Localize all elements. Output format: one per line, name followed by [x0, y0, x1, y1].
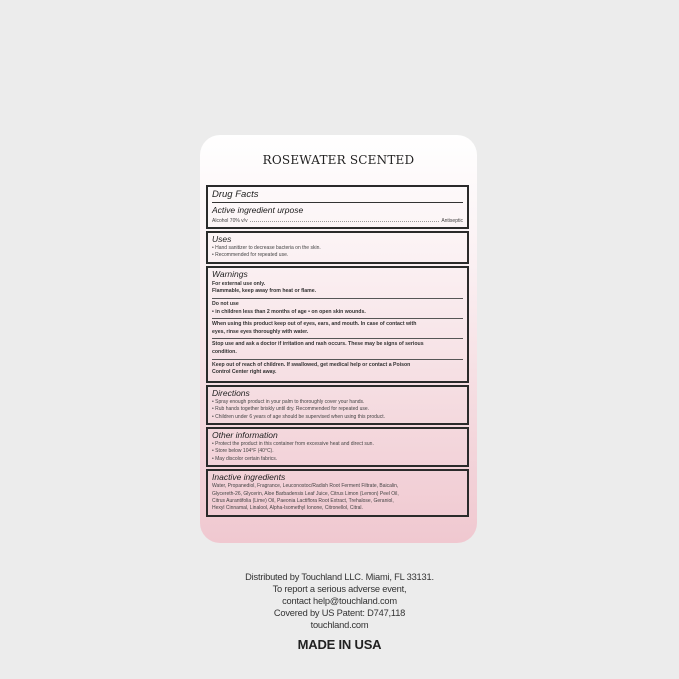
- directions-heading: Directions: [212, 387, 250, 398]
- warning-line: • in children less than 2 months of age • on open skin wounds.: [212, 308, 366, 315]
- warnings-heading: Warnings: [212, 268, 248, 279]
- uses-box: [206, 231, 469, 264]
- other-information-box: [206, 427, 469, 467]
- uses-line: • Hand sanitizer to decrease bacteria on the skin.: [212, 245, 321, 251]
- patent-line: Covered by US Patent: D747,118: [273, 608, 406, 618]
- active-ingredient: Alcohol 70% v/v: [212, 218, 248, 224]
- uses-line: • Recommended for repeated use.: [212, 252, 289, 259]
- directions-line: • Children under 6 years of age should be supervised when using this product.: [212, 413, 385, 420]
- other-information-line: • Store below 104°F (40°C).: [212, 448, 274, 455]
- distributor-line: Distributed by Touchland LLC. Miami, FL 33131.: [245, 572, 434, 582]
- warning-block: [212, 298, 463, 318]
- inactive-ingredients-line: Citrus Aurantifolia (Lime) Oil, Paeonia Lactiflora Root Extract, Trehalose, Geraniol,: [212, 498, 394, 504]
- warning-line: Flammable, keep away from heat or flame.: [212, 288, 317, 295]
- other-information-line: • Protect the product in this container from excessive heat and direct sun.: [212, 440, 374, 447]
- other-information-line: • May discolor certain fabrics.: [212, 455, 278, 462]
- warning-line: When using this product keep out of eyes, ears, and mouth. In case of contact with: [212, 321, 417, 328]
- warning-line: condition.: [212, 348, 237, 355]
- directions-box: [206, 385, 469, 425]
- contact-line: contact help@touchland.com: [282, 596, 397, 606]
- inactive-ingredients-line: Hexyl Cinnamal, Linalool, Alpha-Isomethyl Ionone, Citronellol, Citral.: [212, 505, 363, 512]
- warnings-box: [206, 266, 469, 383]
- inactive-ingredients-line: Glycereth-26, Glycerin, Aloe Barbadensis Leaf Juice, Citrus Limon (Lemon) Peel Oil,: [212, 490, 399, 497]
- warning-line: Control Center right away.: [212, 369, 277, 376]
- warning-block: [212, 338, 463, 358]
- leader-dots: [250, 216, 440, 222]
- uses-heading: Uses: [212, 234, 232, 244]
- warning-block: [212, 318, 463, 338]
- drug-facts-title: Drug Facts: [212, 188, 463, 203]
- inactive-ingredients-line: Water, Propanediol, Fragrance, Leuconostoc/Radish Root Ferment Filtrate, Baicalin,: [212, 483, 399, 490]
- warning-line: Stop use and ask a doctor if irritation and rash occurs. These may be signs of serious: [212, 341, 424, 348]
- warning-line: Keep out of reach of children. If swallowed, get medical help or contact a Poison: [212, 361, 411, 368]
- drug-facts-box: [206, 185, 469, 229]
- inactive-ingredients-box: [206, 469, 469, 517]
- active-ingredient-heading: Active ingredient urpose: [212, 205, 304, 215]
- active-purpose: Antiseptic: [441, 218, 463, 224]
- active-ingredient-row: [212, 216, 463, 225]
- product-scent-title: ROSEWATER SCENTED: [262, 153, 415, 167]
- warning-block: [212, 359, 463, 379]
- warning-line: Do not use: [212, 301, 239, 307]
- warning-line: For external use only.: [212, 280, 266, 287]
- directions-line: • Rub hands together briskly until dry. Recommended for repeated use.: [212, 406, 370, 413]
- drug-facts-panel: [206, 185, 469, 519]
- inactive-ingredients-heading: Inactive ingredients: [212, 472, 286, 483]
- directions-line: • Spray enough product in your palm to thoroughly cover your hands.: [212, 398, 365, 405]
- label-card: [200, 135, 477, 543]
- made-in-usa: MADE IN USA: [297, 637, 382, 652]
- adverse-event-line: To report a serious adverse event,: [272, 584, 407, 594]
- warning-block: [212, 280, 463, 298]
- distributor-footer: [0, 571, 679, 652]
- warning-line: eyes, rinse eyes thoroughly with water.: [212, 328, 309, 335]
- other-information-heading: Other information: [212, 429, 278, 440]
- website-line: touchland.com: [310, 620, 369, 630]
